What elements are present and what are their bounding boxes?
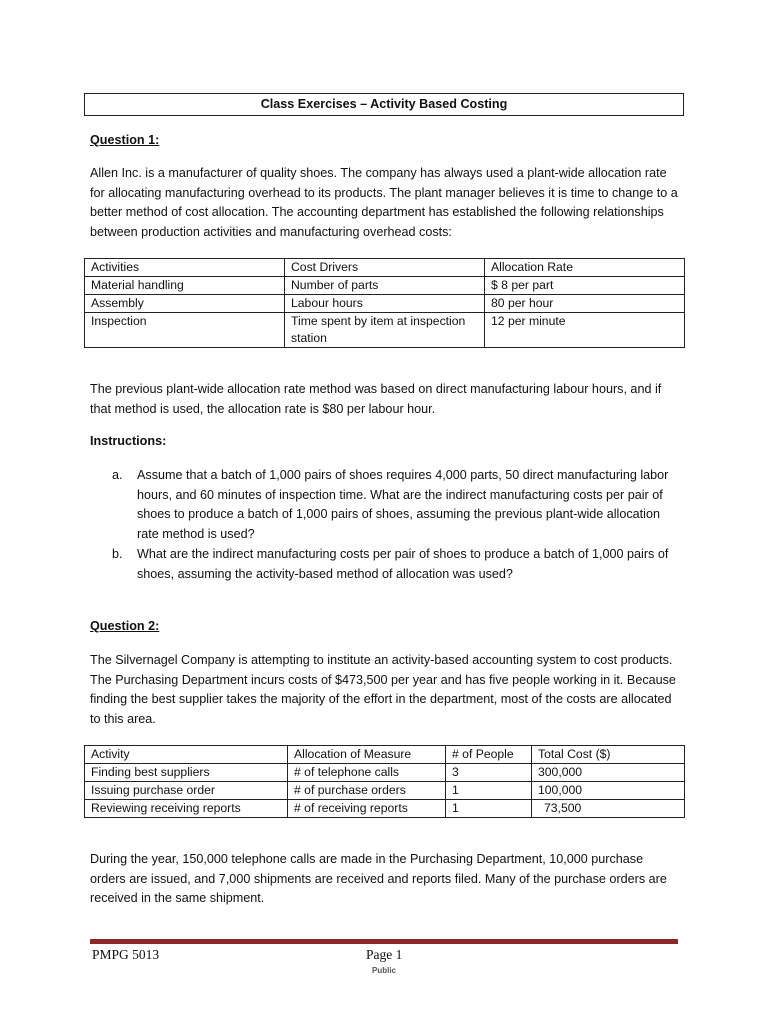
table-row (85, 295, 685, 313)
table-cell: 100,000 (532, 782, 685, 800)
footer-divider (90, 939, 678, 944)
question-1-intro: Allen Inc. is a manufacturer of quality shoes. The company has always used a plant-wide allocation rate for allocating manufacturing overhead to its products. The plant manager believes it is time to change to a better method of cost allocation. The accounting department has established the following relationships between production activities and manufacturing overhead costs: (90, 166, 678, 240)
question-1-heading: Question 1: (90, 133, 160, 147)
list-item-text: What are the indirect manufacturing costs per pair of shoes to produce a batch of 1,000 pairs of shoes, assuming the activity-based method of allocation was used? (137, 546, 669, 581)
table-cell: $ 8 per part (485, 277, 685, 295)
table-header-cell: Activity (85, 746, 288, 764)
table-header-cell: Cost Drivers (285, 259, 485, 277)
table-row (85, 782, 685, 800)
table-header-cell: Allocation of Measure (288, 746, 446, 764)
table-cell: Labour hours (285, 295, 485, 313)
table-row (85, 800, 685, 818)
table-header-row (85, 259, 685, 277)
list-item (112, 466, 684, 545)
table-header-cell: # of People (446, 746, 532, 764)
table-header-cell: Total Cost ($) (532, 746, 685, 764)
question-2-volume-note: During the year, 150,000 telephone calls are made in the Purchasing Department, 10,000 purchase orders are issued, and 7,000 shipments are received and reports filed. Many of the purchase orders are received in the same shipment. (90, 852, 667, 906)
table-cell: Reviewing receiving reports (85, 800, 288, 818)
question-1-plantwide-note: The previous plant-wide allocation rate method was based on direct manufacturing labour hours, and if that method is used, the allocation rate is $80 per labour hour. (90, 382, 662, 416)
table-cell: 1 (446, 800, 532, 818)
table-cell: Material handling (85, 277, 285, 295)
table-cell: Assembly (85, 295, 285, 313)
table-cell: # of purchase orders (288, 782, 446, 800)
question-2-heading: Question 2: (90, 619, 160, 633)
table-cell: 12 per minute (485, 313, 685, 348)
footer-classification-label: Public (372, 966, 397, 975)
list-item-marker: a. (112, 468, 123, 482)
footer-course-code: PMPG 5013 (92, 947, 160, 962)
table-cell: 73,500 (532, 800, 685, 818)
table-header-cell: Allocation Rate (485, 259, 685, 277)
activity-rates-table (84, 258, 685, 348)
table-row (85, 277, 685, 295)
table-row (85, 313, 685, 348)
table-cell: 80 per hour (485, 295, 685, 313)
table-header-row (85, 746, 685, 764)
instructions-label: Instructions: (90, 434, 167, 448)
table-cell: # of telephone calls (288, 764, 446, 782)
table-cell: 1 (446, 782, 532, 800)
list-item-marker: b. (112, 546, 123, 561)
question-2-intro: The Silvernagel Company is attempting to institute an activity-based accounting system to cost products. The Purchasing Department incurs costs of $473,500 per year and has five people working in it. Because finding the best supplier takes the majority of the effort in the department, most of the costs are allocated to this area. (90, 653, 676, 727)
purchasing-activity-table (84, 745, 685, 818)
instructions-list (112, 466, 684, 584)
table-cell: Time spent by item at inspection station (285, 313, 485, 348)
table-row (85, 764, 685, 782)
list-item (112, 545, 684, 584)
table-cell: Issuing purchase order (85, 782, 288, 800)
table-cell: 3 (446, 764, 532, 782)
footer-page-number: Page 1 (366, 947, 403, 962)
table-cell: 300,000 (532, 764, 685, 782)
list-item-text: Assume that a batch of 1,000 pairs of shoes requires 4,000 parts, 50 direct manufacturing labor hours, and 60 minutes of inspection time. What are the indirect manufacturing costs per pair of shoes to produce a batch of 1,000 pairs of shoes, assuming the previous plant-wide allocation rate method is used? (137, 468, 669, 542)
table-cell: Inspection (85, 313, 285, 348)
table-header-cell: Activities (85, 259, 285, 277)
table-cell: Number of parts (285, 277, 485, 295)
table-cell: # of receiving reports (288, 800, 446, 818)
document-title: Class Exercises – Activity Based Costing (84, 93, 684, 116)
table-cell: Finding best suppliers (85, 764, 288, 782)
